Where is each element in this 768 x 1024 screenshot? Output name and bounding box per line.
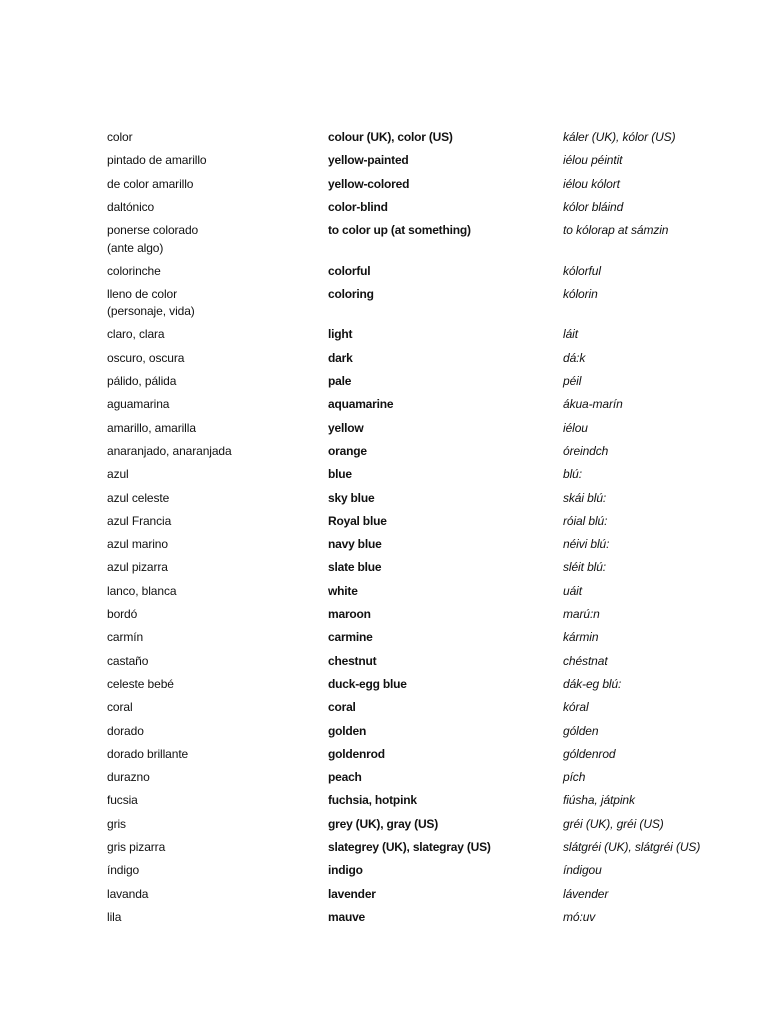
- spanish-term: [107, 746, 322, 764]
- spanish-term-line: fucsia: [107, 793, 138, 808]
- spanish-term: [107, 839, 322, 857]
- pronunciation: gréi (UK), gréi (US): [563, 816, 664, 831]
- vocab-row: [107, 746, 747, 769]
- vocab-row: [107, 152, 747, 175]
- spanish-term-line: amarillo, amarilla: [107, 420, 196, 435]
- english-term: golden: [328, 723, 367, 738]
- pronunciation: dák-eg blú:: [563, 676, 622, 691]
- english-term: carmine: [328, 630, 373, 645]
- spanish-term-line: azul: [107, 467, 129, 482]
- vocab-row: [107, 263, 747, 286]
- english-term: light: [328, 327, 353, 342]
- spanish-term: [107, 350, 322, 368]
- english-term: mauve: [328, 909, 366, 924]
- english-term: aquamarine: [328, 397, 394, 412]
- vocab-row: [107, 490, 747, 513]
- spanish-term: [107, 676, 322, 694]
- vocab-row: [107, 222, 747, 263]
- spanish-term: [107, 792, 322, 810]
- pronunciation: lávender: [563, 886, 609, 901]
- vocab-row: [107, 699, 747, 722]
- english-term: slategrey (UK), slategray (US): [328, 840, 491, 855]
- vocab-row: [107, 326, 747, 349]
- vocab-row: [107, 396, 747, 419]
- spanish-term: [107, 699, 322, 717]
- pronunciation: góldenrod: [563, 746, 616, 761]
- spanish-term-line: azul celeste: [107, 490, 170, 505]
- spanish-term-line: (ante algo): [107, 240, 164, 255]
- english-term: goldenrod: [328, 746, 385, 761]
- spanish-term: [107, 466, 322, 484]
- vocab-row: [107, 816, 747, 839]
- vocab-row: [107, 862, 747, 885]
- vocab-row: [107, 723, 747, 746]
- spanish-term-line: coral: [107, 700, 133, 715]
- spanish-term-line: de color amarillo: [107, 176, 194, 191]
- pronunciation: kólorin: [563, 286, 598, 301]
- spanish-term: [107, 129, 322, 147]
- spanish-term-line: color: [107, 130, 133, 144]
- english-term: orange: [328, 443, 367, 458]
- spanish-term-line: lavanda: [107, 886, 149, 901]
- english-term: sky blue: [328, 490, 375, 505]
- spanish-term: [107, 326, 322, 344]
- english-term: yellow-painted: [328, 153, 409, 168]
- pronunciation: dá:k: [563, 350, 586, 365]
- vocabulary-table: [107, 129, 747, 932]
- pronunciation: índigou: [563, 863, 602, 878]
- english-term: coral: [328, 700, 356, 715]
- english-term: lavender: [328, 886, 376, 901]
- spanish-term: [107, 222, 322, 257]
- spanish-term: [107, 629, 322, 647]
- spanish-term-line: anaranjado, anaranjada: [107, 443, 232, 458]
- spanish-term: [107, 909, 322, 927]
- pronunciation: chéstnat: [563, 653, 608, 668]
- pronunciation: pích: [563, 770, 586, 785]
- spanish-term: [107, 583, 322, 601]
- spanish-term-line: castaño: [107, 653, 149, 668]
- spanish-term: [107, 536, 322, 554]
- spanish-term: [107, 769, 322, 787]
- pronunciation: marú:n: [563, 607, 600, 622]
- pronunciation: néivi blú:: [563, 537, 610, 552]
- english-term: yellow: [328, 420, 364, 435]
- spanish-term-line: pintado de amarillo: [107, 153, 207, 168]
- pronunciation: sléit blú:: [563, 560, 607, 575]
- spanish-term: [107, 559, 322, 577]
- pronunciation: gólden: [563, 723, 599, 738]
- spanish-term: [107, 420, 322, 438]
- spanish-term-line: dorado brillante: [107, 746, 189, 761]
- english-term: slate blue: [328, 560, 382, 575]
- pronunciation: blú:: [563, 467, 582, 482]
- english-term: pale: [328, 374, 352, 389]
- spanish-term-line: aguamarina: [107, 397, 170, 412]
- vocab-row: [107, 583, 747, 606]
- spanish-term: [107, 653, 322, 671]
- pronunciation: péil: [563, 374, 582, 389]
- spanish-term-line: índigo: [107, 863, 140, 878]
- pronunciation: kóral: [563, 700, 589, 715]
- spanish-term-line: azul Francia: [107, 513, 172, 528]
- vocab-row: [107, 629, 747, 652]
- english-term: peach: [328, 770, 362, 785]
- vocab-row: [107, 886, 747, 909]
- spanish-term: [107, 816, 322, 834]
- spanish-term-line: celeste bebé: [107, 676, 174, 691]
- spanish-term: [107, 152, 322, 170]
- spanish-term-line: azul marino: [107, 537, 168, 552]
- english-term: indigo: [328, 863, 363, 878]
- english-term: grey (UK), gray (US): [328, 816, 439, 831]
- vocab-row: [107, 606, 747, 629]
- english-term: to color up (at something): [328, 223, 471, 238]
- spanish-term-line: bordó: [107, 607, 138, 622]
- spanish-term: [107, 723, 322, 741]
- vocab-row: [107, 466, 747, 489]
- spanish-term: [107, 443, 322, 461]
- spanish-term: [107, 396, 322, 414]
- english-term: duck-egg blue: [328, 676, 407, 691]
- pronunciation: skái blú:: [563, 490, 607, 505]
- vocab-row: [107, 676, 747, 699]
- english-term: navy blue: [328, 537, 382, 552]
- pronunciation: iélou: [563, 420, 588, 435]
- vocab-row: [107, 350, 747, 373]
- pronunciation: slátgréi (UK), slátgréi (US): [563, 840, 701, 855]
- pronunciation: fiúsha, játpink: [563, 793, 635, 808]
- spanish-term-line: azul pizarra: [107, 560, 168, 575]
- vocab-row: [107, 513, 747, 536]
- spanish-term-line: carmín: [107, 630, 144, 645]
- english-term: chestnut: [328, 653, 377, 668]
- english-term: white: [328, 583, 358, 598]
- english-term: colorful: [328, 263, 371, 278]
- vocab-row: [107, 653, 747, 676]
- english-term: Royal blue: [328, 513, 387, 528]
- spanish-term: [107, 513, 322, 531]
- spanish-term: [107, 263, 322, 281]
- pronunciation: róial blú:: [563, 513, 608, 528]
- english-term: coloring: [328, 286, 374, 301]
- spanish-term-line: (personaje, vida): [107, 304, 195, 319]
- english-term: dark: [328, 350, 353, 365]
- spanish-term: [107, 176, 322, 194]
- spanish-term-line: gris pizarra: [107, 840, 166, 855]
- vocab-row: [107, 559, 747, 582]
- pronunciation: iélou kólort: [563, 176, 620, 191]
- english-term: maroon: [328, 607, 371, 622]
- vocab-row: [107, 769, 747, 792]
- spanish-term-line: durazno: [107, 770, 150, 785]
- pronunciation: iélou péintit: [563, 153, 623, 168]
- english-term: colour (UK), color (US): [328, 130, 453, 144]
- spanish-term: [107, 490, 322, 508]
- pronunciation: óreindch: [563, 443, 609, 458]
- spanish-term-line: claro, clara: [107, 327, 165, 342]
- pronunciation: mó:uv: [563, 909, 596, 924]
- spanish-term-line: oscuro, oscura: [107, 350, 185, 365]
- english-term: yellow-colored: [328, 176, 410, 191]
- spanish-term-line: lanco, blanca: [107, 583, 177, 598]
- pronunciation: kármin: [563, 630, 599, 645]
- english-term: color-blind: [328, 199, 388, 214]
- spanish-term-line: lleno de color: [107, 286, 177, 301]
- vocab-row: [107, 420, 747, 443]
- spanish-term-line: colorinche: [107, 263, 161, 278]
- vocab-row: [107, 536, 747, 559]
- spanish-term-line: daltónico: [107, 199, 155, 214]
- spanish-term: [107, 862, 322, 880]
- vocab-row: [107, 373, 747, 396]
- spanish-term: [107, 606, 322, 624]
- spanish-term: [107, 373, 322, 391]
- pronunciation: ákua-marín: [563, 397, 623, 412]
- spanish-term-line: pálido, pálida: [107, 374, 177, 389]
- vocab-row: [107, 199, 747, 222]
- vocab-row: [107, 176, 747, 199]
- vocab-row: [107, 443, 747, 466]
- spanish-term: [107, 886, 322, 904]
- pronunciation: káler (UK), kólor (US): [563, 130, 676, 144]
- vocab-row: [107, 839, 747, 862]
- spanish-term-line: gris: [107, 816, 126, 831]
- spanish-term-line: lila: [107, 909, 122, 924]
- spanish-term-line: dorado: [107, 723, 144, 738]
- pronunciation: láit: [563, 327, 578, 342]
- vocab-row: [107, 286, 747, 327]
- pronunciation: uáit: [563, 583, 582, 598]
- vocab-row: [107, 129, 747, 152]
- english-term: fuchsia, hotpink: [328, 793, 417, 808]
- vocab-row: [107, 909, 747, 932]
- pronunciation: kólor bláind: [563, 199, 624, 214]
- pronunciation: kólorful: [563, 263, 601, 278]
- spanish-term-line: ponerse colorado: [107, 223, 199, 238]
- pronunciation: to kólorap at sámzin: [563, 223, 669, 238]
- english-term: blue: [328, 467, 352, 482]
- spanish-term: [107, 199, 322, 217]
- vocab-row: [107, 792, 747, 815]
- spanish-term: [107, 286, 322, 321]
